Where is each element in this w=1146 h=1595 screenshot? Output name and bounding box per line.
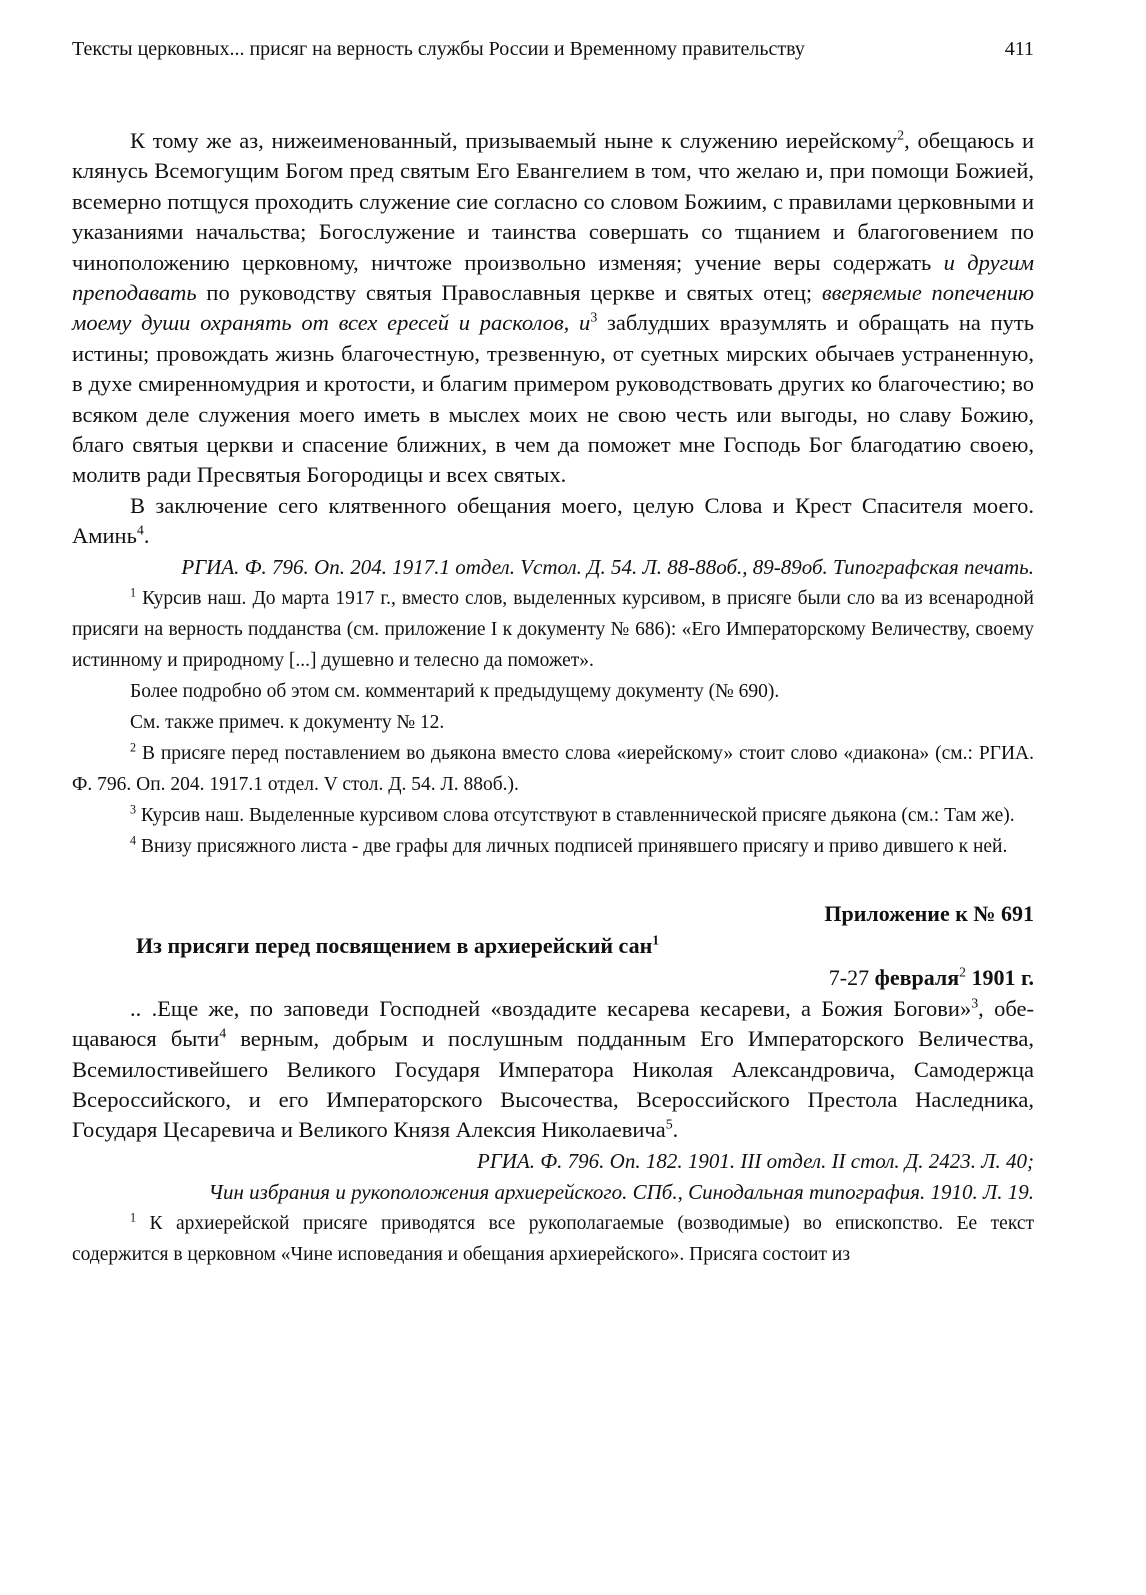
- archive-source: РГИА. Ф. 796. Оп. 204. 1917.1 отдел. Vстол. Д. 54. Л. 88-88об., 89-89об. Типографская печать.: [181, 554, 1034, 579]
- text-run: по руководству святыя Православныя церкве и святых отец;: [196, 280, 822, 306]
- text-run: См. также примеч. к документу № 12.: [130, 711, 445, 733]
- text-run: .. .Еще же, по заповеди Господней «воздадите кесарева кесареви, а Божия Богови»: [130, 995, 972, 1021]
- running-header: [72, 38, 1034, 61]
- footnote-marker: 2: [897, 128, 905, 144]
- text-run: В присяге перед поставлением во дьякона вместо слова «иерейскому» стоит слово «диакона» (см.: РГИА. Ф. 796. Оп. 204. 1917.1 отдел. V стол. Д. 54. Л. 88об.).: [72, 742, 1034, 795]
- date-range: 7-27: [828, 964, 875, 990]
- footnote-marker: 2: [130, 740, 137, 755]
- footnote-marker: 4: [219, 1026, 227, 1042]
- date-month: февраля: [874, 964, 960, 990]
- footnote: [72, 676, 1034, 707]
- date-year: 1901 г.: [965, 964, 1034, 990]
- italic-text: и другим преподавать: [72, 249, 1034, 306]
- footnote: [72, 738, 1034, 800]
- italic-text: вверяемые попечению моему души охранять от всех ересей и расколов, и: [72, 280, 1034, 336]
- appendix-label: Приложение к № 691: [824, 900, 1034, 926]
- footnote-marker: 1: [130, 1210, 137, 1225]
- appendix-source-line-1: РГИА. Ф. 796. Оп. 182. 1901. III отдел. II стол. Д. 2423. Л. 40;: [477, 1148, 1034, 1173]
- footnote-marker: 4: [130, 833, 137, 848]
- text-run: .: [672, 1117, 679, 1143]
- footnote: [72, 707, 1034, 738]
- text-run: В заключение сего клятвенного обещания моего, целую Слова и Крест Спасителя моего. Аминь: [72, 492, 1034, 549]
- footnote: [72, 583, 1034, 676]
- footnote-marker: 1: [130, 585, 137, 600]
- page-number: 411: [1004, 38, 1034, 60]
- running-title: Тексты церковных... присяг на верность службы России и Временному правительству: [72, 38, 805, 60]
- text-run: , обе-щаваюся быти: [72, 995, 1034, 1052]
- text-run: заблудших вразумлять и обращать на путь истины; провождать жизнь благочестную, трезвенную, от суетных мирских обычаев устраненную, в духе смиренномудрия и кротости, и благим примером руководствовать других ко благочестию; во всяком деле служения моего иметь в мыслех моих не свою честь или выгоды, но славу Божию, благо святыя церкви и спасение ближних, в чем да поможет мне Господь Бог благодатию своею, молитв ради Пресвятыя Богородицы и всех святых.: [72, 310, 1034, 488]
- text-run: Внизу присяжного листа - две графы для личных подписей принявшего присягу и приво дившего к ней.: [136, 835, 1008, 857]
- appendix-title-text: Из присяги перед посвящением в архиерейский сан: [136, 932, 653, 958]
- footnote-marker: 3: [130, 802, 137, 817]
- text-run: Курсив наш. Выделенные курсивом слова отсутствуют в ставленнической присяге дьякона (см.: Там же).: [136, 804, 1015, 826]
- footnote-marker: 5: [665, 1117, 673, 1133]
- text-run: К архиерейской присяге приводятся все рукополагаемые (возводимые) во епископство. Ее текст содержится в церковном «Чине исповедания и обещания архиерейского». Присяга состоит из: [72, 1212, 1034, 1265]
- appendix-paragraph: [72, 994, 1034, 1146]
- footnote-marker: 1: [652, 932, 660, 948]
- footnote-marker: 4: [136, 523, 144, 539]
- page-body: [72, 126, 1034, 1270]
- appendix-source-line-2: Чин избрания и рукоположения архиерейского. СПб., Синодальная типография. 1910. Л. 19.: [208, 1179, 1034, 1204]
- text-run: Более подробно об этом см. комментарий к предыдущему документу (№ 690).: [130, 680, 780, 702]
- oath-paragraph: [72, 126, 1034, 491]
- footnote: [72, 831, 1034, 862]
- text-run: К тому же аз, нижеименованный, призываемый ныне к служению иерейскому: [130, 128, 898, 153]
- footnote-marker: 2: [959, 964, 966, 980]
- footnote-marker: 3: [971, 996, 979, 1012]
- text-run: .: [143, 523, 150, 549]
- text-run: верным, добрым и послушным подданным Его Императорского Величества, Всемилостивейшего Великого Государя Императора Николая Александровича, Самодержца Всероссийского, и его Императорского Высочества, Всероссийского Престола Наследника, Государя Цесаревича и Великого Князя Алексия Николаевича: [72, 1026, 1034, 1143]
- appendix-title: [72, 930, 1034, 962]
- footnote: [72, 800, 1034, 831]
- appendix-footnote: [72, 1208, 1034, 1270]
- text-run: , обещаюсь и клянусь Всемогущим Богом пред святым Его Евангелием в том, что желаю и, при помощи Божией, всемерно потщуся проходить служение сие согласно со словом Божиим, с правилами церковными и указаниями начальства; Богослужение и таинства совершать со тщанием и благоговением по чиноположению церковному, ничтоже произвольно изменяя; учение веры содержать: [72, 128, 1034, 275]
- appendix-date: [72, 962, 1034, 994]
- text-run: Курсив наш. До марта 1917 г., вместо слов, выделенных курсивом, в присяге были сло ва из всенародной присяги на верность подданства (см. приложение I к документу № 686): «Его Императорскому Величеству, своему истинному и природному [...] душевно и телесно да поможет».: [72, 587, 1034, 671]
- oath-closing-paragraph: [72, 491, 1034, 552]
- footnote-marker: 3: [590, 310, 598, 326]
